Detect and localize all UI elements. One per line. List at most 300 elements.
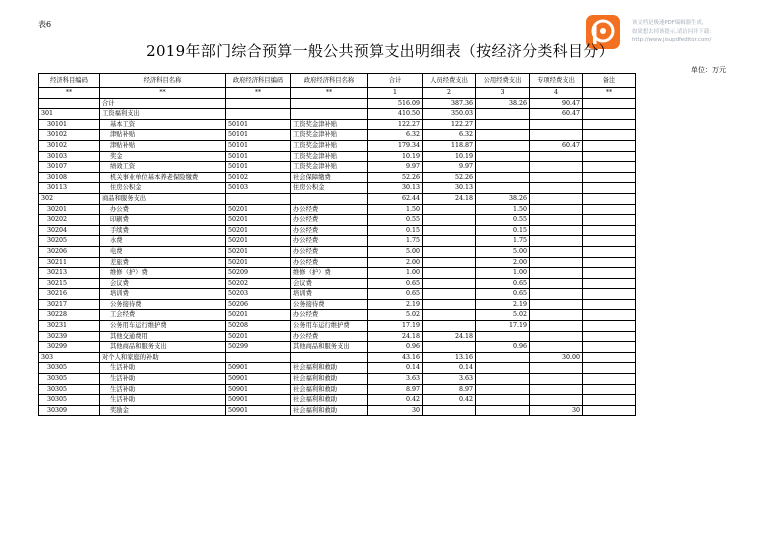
special-cell: [530, 119, 583, 130]
personnel-cell: 8.97: [423, 384, 476, 395]
public-cell: [476, 331, 530, 342]
econ-name-cell: 生活补助: [100, 384, 226, 395]
econ-name-cell: 工资福利支出: [100, 109, 226, 120]
gov-name-cell: [291, 352, 368, 363]
note-cell: [583, 162, 636, 173]
personnel-cell: [423, 215, 476, 226]
note-cell: [583, 151, 636, 162]
table-row: [39, 225, 636, 236]
personnel-cell: [423, 299, 476, 310]
personnel-cell: 350.03: [423, 109, 476, 120]
econ-name-cell: 住房公积金: [100, 183, 226, 194]
note-cell: [583, 236, 636, 247]
total-cell: 179.34: [368, 140, 423, 151]
gov-code-cell: 50208: [226, 321, 291, 332]
gov-code-cell: [226, 193, 291, 204]
watermark-line: 如果想去掉该提示,请访问并下载:: [632, 28, 711, 35]
public-cell: [476, 172, 530, 183]
gov-code-cell: 50901: [226, 395, 291, 406]
personnel-cell: 6.32: [423, 130, 476, 141]
total-cell: 5.02: [368, 310, 423, 321]
total-cell: 122.27: [368, 119, 423, 130]
total-cell: 2.19: [368, 299, 423, 310]
gov-name-cell: 工资奖金津补贴: [291, 119, 368, 130]
gov-code-cell: 50209: [226, 268, 291, 279]
econ-code-cell: 30101: [39, 119, 100, 130]
econ-code-cell: 30205: [39, 236, 100, 247]
note-cell: [583, 395, 636, 406]
special-cell: [530, 183, 583, 194]
gov-name-cell: 办公经费: [291, 204, 368, 215]
econ-code-cell: 302: [39, 193, 100, 204]
special-cell: [530, 236, 583, 247]
table-row: [39, 352, 636, 363]
index-cell: 1: [368, 88, 423, 99]
note-cell: [583, 140, 636, 151]
gov-name-cell: [291, 193, 368, 204]
public-cell: [476, 162, 530, 173]
table-row: [39, 299, 636, 310]
total-cell: 1.75: [368, 236, 423, 247]
personnel-cell: [423, 257, 476, 268]
total-cell: 6.32: [368, 130, 423, 141]
econ-name-cell: 津贴补贴: [100, 130, 226, 141]
total-cell: 2.00: [368, 257, 423, 268]
econ-code-cell: 30108: [39, 172, 100, 183]
public-cell: [476, 119, 530, 130]
table-row: [39, 151, 636, 162]
gov-code-cell: [226, 109, 291, 120]
gov-name-cell: 维修（护）费: [291, 268, 368, 279]
table-row: [39, 130, 636, 141]
note-cell: [583, 119, 636, 130]
total-cell: 0.96: [368, 342, 423, 353]
special-cell: 60.47: [530, 109, 583, 120]
note-cell: [583, 257, 636, 268]
personnel-cell: [423, 342, 476, 353]
econ-name-cell: 基本工资: [100, 119, 226, 130]
table-row: [39, 321, 636, 332]
total-cell: 30: [368, 405, 423, 416]
total-cell: 1.00: [368, 268, 423, 279]
gov-code-cell: 50901: [226, 363, 291, 374]
note-cell: [583, 246, 636, 257]
gov-code-cell: 50101: [226, 130, 291, 141]
gov-name-cell: 工资奖金津补贴: [291, 130, 368, 141]
public-cell: [476, 109, 530, 120]
gov-name-cell: 办公经费: [291, 215, 368, 226]
gov-code-cell: 50901: [226, 384, 291, 395]
gov-name-cell: 办公经费: [291, 236, 368, 247]
econ-name-cell: 奖励金: [100, 405, 226, 416]
special-cell: [530, 321, 583, 332]
total-cell: 0.15: [368, 225, 423, 236]
public-cell: [476, 140, 530, 151]
special-cell: [530, 257, 583, 268]
gov-code-cell: 50101: [226, 162, 291, 173]
table-row: [39, 268, 636, 279]
econ-code-cell: 30305: [39, 374, 100, 385]
public-cell: 0.65: [476, 278, 530, 289]
total-cell: 43.16: [368, 352, 423, 363]
column-header: 人员经费支出: [423, 74, 476, 88]
gov-code-cell: 50102: [226, 172, 291, 183]
total-cell: 52.26: [368, 172, 423, 183]
total-cell: 9.97: [368, 162, 423, 173]
gov-name-cell: 社会保障缴费: [291, 172, 368, 183]
special-cell: [530, 151, 583, 162]
econ-name-cell: 工会经费: [100, 310, 226, 321]
table-row: [39, 246, 636, 257]
econ-code-cell: 30231: [39, 321, 100, 332]
gov-name-cell: 公务接待费: [291, 299, 368, 310]
personnel-cell: 10.19: [423, 151, 476, 162]
public-cell: 17.19: [476, 321, 530, 332]
gov-code-cell: 50201: [226, 331, 291, 342]
note-cell: [583, 342, 636, 353]
econ-name-cell: 机关事业单位基本养老保险缴费: [100, 172, 226, 183]
gov-name-cell: [291, 109, 368, 120]
index-cell: **: [100, 88, 226, 99]
table-row: [39, 310, 636, 321]
gov-code-cell: [226, 352, 291, 363]
note-cell: [583, 130, 636, 141]
econ-code-cell: 30206: [39, 246, 100, 257]
public-cell: [476, 405, 530, 416]
total-cell: 62.44: [368, 193, 423, 204]
econ-name-cell: 电费: [100, 246, 226, 257]
note-cell: [583, 109, 636, 120]
gov-name-cell: 培训费: [291, 289, 368, 300]
econ-code-cell: 30216: [39, 289, 100, 300]
note-cell: [583, 193, 636, 204]
public-cell: [476, 384, 530, 395]
special-cell: [530, 246, 583, 257]
econ-code-cell: 301: [39, 109, 100, 120]
special-cell: [530, 193, 583, 204]
public-cell: 1.50: [476, 204, 530, 215]
note-cell: [583, 204, 636, 215]
gov-name-cell: 其他商品和服务支出: [291, 342, 368, 353]
watermark-line: 该文档是极速PDF编辑器生成,: [632, 20, 704, 26]
econ-code-cell: 30107: [39, 162, 100, 173]
column-header: 备注: [583, 74, 636, 88]
econ-name-cell: 绩效工资: [100, 162, 226, 173]
note-cell: [583, 384, 636, 395]
index-cell: **: [39, 88, 100, 99]
gov-code-cell: 50103: [226, 183, 291, 194]
gov-code-cell: 50203: [226, 289, 291, 300]
special-cell: [530, 204, 583, 215]
public-cell: 0.55: [476, 215, 530, 226]
table-row: [39, 342, 636, 353]
econ-name-cell: 其他商品和服务支出: [100, 342, 226, 353]
total-cell: 5.00: [368, 246, 423, 257]
personnel-cell: 30.13: [423, 183, 476, 194]
gov-code-cell: 50299: [226, 342, 291, 353]
table-row: [39, 140, 636, 151]
note-cell: [583, 98, 636, 109]
econ-name-cell: 办公费: [100, 204, 226, 215]
index-cell: **: [583, 88, 636, 99]
econ-name-cell: 差旅费: [100, 257, 226, 268]
total-cell: 3.63: [368, 374, 423, 385]
unit-label: 单位：万元: [691, 66, 726, 74]
econ-name-cell: 对个人和家庭的补助: [100, 352, 226, 363]
table-row: [39, 193, 636, 204]
total-cell: 10.19: [368, 151, 423, 162]
gov-name-cell: 办公经费: [291, 331, 368, 342]
column-header: 经济科目编码: [39, 74, 100, 88]
special-cell: [530, 268, 583, 279]
personnel-cell: [423, 246, 476, 257]
note-cell: [583, 374, 636, 385]
note-cell: [583, 289, 636, 300]
gov-name-cell: 社会福利和救助: [291, 363, 368, 374]
personnel-cell: [423, 268, 476, 279]
gov-code-cell: 50202: [226, 278, 291, 289]
table-row: [39, 363, 636, 374]
public-cell: 0.15: [476, 225, 530, 236]
econ-code-cell: 30204: [39, 225, 100, 236]
econ-name-cell: 公务接待费: [100, 299, 226, 310]
special-cell: [530, 278, 583, 289]
public-cell: 1.00: [476, 268, 530, 279]
personnel-cell: [423, 236, 476, 247]
econ-code-cell: 30305: [39, 363, 100, 374]
note-cell: [583, 363, 636, 374]
public-cell: 5.00: [476, 246, 530, 257]
personnel-cell: 3.63: [423, 374, 476, 385]
table-row: [39, 109, 636, 120]
public-cell: [476, 395, 530, 406]
public-cell: 2.00: [476, 257, 530, 268]
personnel-cell: [423, 278, 476, 289]
personnel-cell: [423, 321, 476, 332]
gov-name-cell: 社会福利和救助: [291, 374, 368, 385]
special-cell: 30.00: [530, 352, 583, 363]
personnel-cell: 24.18: [423, 193, 476, 204]
special-cell: [530, 130, 583, 141]
econ-code-cell: 30228: [39, 310, 100, 321]
total-cell: 24.18: [368, 331, 423, 342]
personnel-cell: 24.18: [423, 331, 476, 342]
index-cell: 4: [530, 88, 583, 99]
public-cell: 38.26: [476, 98, 530, 109]
econ-name-cell: 会议费: [100, 278, 226, 289]
special-cell: [530, 395, 583, 406]
gov-name-cell: [291, 98, 368, 109]
econ-code-cell: 30239: [39, 331, 100, 342]
personnel-cell: 0.42: [423, 395, 476, 406]
table-row: [39, 162, 636, 173]
watermark-link[interactable]: http://www.jisupdfeditor.com/: [632, 37, 712, 43]
gov-name-cell: 工资奖金津补贴: [291, 140, 368, 151]
econ-code-cell: 30113: [39, 183, 100, 194]
table-row: [39, 289, 636, 300]
gov-name-cell: 办公经费: [291, 310, 368, 321]
note-cell: [583, 172, 636, 183]
special-cell: 30: [530, 405, 583, 416]
index-cell: **: [291, 88, 368, 99]
econ-code-cell: 30103: [39, 151, 100, 162]
gov-code-cell: 50201: [226, 204, 291, 215]
econ-name-cell: 公务用车运行维护费: [100, 321, 226, 332]
column-header: 专项经费支出: [530, 74, 583, 88]
table-row: [39, 257, 636, 268]
column-header: 合计: [368, 74, 423, 88]
gov-code-cell: 50206: [226, 299, 291, 310]
personnel-cell: [423, 405, 476, 416]
econ-code-cell: 30102: [39, 130, 100, 141]
note-cell: [583, 215, 636, 226]
gov-code-cell: [226, 98, 291, 109]
note-cell: [583, 405, 636, 416]
econ-name-cell: 津贴补贴: [100, 140, 226, 151]
econ-name-cell: 其他交通费用: [100, 331, 226, 342]
note-cell: [583, 225, 636, 236]
gov-code-cell: 50101: [226, 119, 291, 130]
special-cell: [530, 331, 583, 342]
index-cell: **: [226, 88, 291, 99]
note-cell: [583, 299, 636, 310]
econ-name-cell: 生活补助: [100, 363, 226, 374]
table-row: [39, 236, 636, 247]
econ-name-cell: 奖金: [100, 151, 226, 162]
special-cell: [530, 215, 583, 226]
gov-name-cell: 社会福利和救助: [291, 395, 368, 406]
gov-name-cell: 住房公积金: [291, 183, 368, 194]
gov-code-cell: 50201: [226, 236, 291, 247]
econ-code-cell: [39, 98, 100, 109]
public-cell: [476, 352, 530, 363]
special-cell: [530, 289, 583, 300]
personnel-cell: 122.27: [423, 119, 476, 130]
total-cell: 30.13: [368, 183, 423, 194]
public-cell: [476, 183, 530, 194]
table-row: [39, 384, 636, 395]
econ-code-cell: 30215: [39, 278, 100, 289]
total-cell: 8.97: [368, 384, 423, 395]
special-cell: [530, 299, 583, 310]
total-cell: 0.55: [368, 215, 423, 226]
personnel-cell: [423, 204, 476, 215]
table-header-row: [39, 74, 636, 88]
table-row: [39, 204, 636, 215]
gov-code-cell: 50201: [226, 310, 291, 321]
total-cell: 0.65: [368, 289, 423, 300]
public-cell: [476, 374, 530, 385]
gov-code-cell: 50201: [226, 215, 291, 226]
special-cell: [530, 363, 583, 374]
note-cell: [583, 310, 636, 321]
budget-detail-table: [38, 73, 636, 416]
public-cell: [476, 130, 530, 141]
public-cell: 1.75: [476, 236, 530, 247]
econ-code-cell: 30305: [39, 395, 100, 406]
table-row: [39, 374, 636, 385]
note-cell: [583, 183, 636, 194]
public-cell: 5.02: [476, 310, 530, 321]
note-cell: [583, 268, 636, 279]
gov-code-cell: 50201: [226, 257, 291, 268]
gov-name-cell: 办公经费: [291, 225, 368, 236]
public-cell: [476, 151, 530, 162]
econ-name-cell: 水费: [100, 236, 226, 247]
econ-code-cell: 30309: [39, 405, 100, 416]
index-cell: 2: [423, 88, 476, 99]
econ-name-cell: 印刷费: [100, 215, 226, 226]
note-cell: [583, 352, 636, 363]
personnel-cell: 118.87: [423, 140, 476, 151]
gov-name-cell: 工资奖金津补贴: [291, 162, 368, 173]
personnel-cell: 52.26: [423, 172, 476, 183]
table-row: [39, 215, 636, 226]
table-row: [39, 278, 636, 289]
gov-code-cell: 50901: [226, 405, 291, 416]
special-cell: [530, 342, 583, 353]
econ-code-cell: 30102: [39, 140, 100, 151]
personnel-cell: [423, 289, 476, 300]
gov-name-cell: 办公经费: [291, 257, 368, 268]
gov-code-cell: 50201: [226, 246, 291, 257]
econ-code-cell: 30305: [39, 384, 100, 395]
total-cell: 410.50: [368, 109, 423, 120]
public-cell: 0.65: [476, 289, 530, 300]
public-cell: 0.96: [476, 342, 530, 353]
special-cell: 60.47: [530, 140, 583, 151]
table-row: [39, 172, 636, 183]
table-row: [39, 395, 636, 406]
econ-code-cell: 30217: [39, 299, 100, 310]
total-cell: 0.14: [368, 363, 423, 374]
special-cell: [530, 225, 583, 236]
econ-name-cell: 生活补助: [100, 395, 226, 406]
gov-name-cell: 社会福利和救助: [291, 384, 368, 395]
column-header: 政府经济科目编码: [226, 74, 291, 88]
page-title: 2019年部门综合预算一般公共预算支出明细表（按经济分类科目分）: [146, 42, 614, 60]
table-row: [39, 183, 636, 194]
total-cell: 0.42: [368, 395, 423, 406]
econ-code-cell: 303: [39, 352, 100, 363]
personnel-cell: [423, 310, 476, 321]
column-header: 公用经费支出: [476, 74, 530, 88]
special-cell: [530, 384, 583, 395]
gov-name-cell: 社会福利和救助: [291, 405, 368, 416]
table-row: [39, 331, 636, 342]
total-cell: 0.65: [368, 278, 423, 289]
gov-name-cell: 公务用车运行维护费: [291, 321, 368, 332]
special-cell: [530, 162, 583, 173]
note-cell: [583, 321, 636, 332]
personnel-cell: 387.36: [423, 98, 476, 109]
econ-name-cell: 手续费: [100, 225, 226, 236]
table-row: [39, 119, 636, 130]
total-cell: 516.09: [368, 98, 423, 109]
special-cell: [530, 310, 583, 321]
econ-code-cell: 30202: [39, 215, 100, 226]
special-cell: 90.47: [530, 98, 583, 109]
econ-code-cell: 30213: [39, 268, 100, 279]
total-cell: 17.19: [368, 321, 423, 332]
econ-code-cell: 30211: [39, 257, 100, 268]
gov-name-cell: 工资奖金津补贴: [291, 151, 368, 162]
note-cell: [583, 278, 636, 289]
econ-name-cell: 合计: [100, 98, 226, 109]
personnel-cell: 0.14: [423, 363, 476, 374]
econ-name-cell: 商品和服务支出: [100, 193, 226, 204]
public-cell: 2.19: [476, 299, 530, 310]
